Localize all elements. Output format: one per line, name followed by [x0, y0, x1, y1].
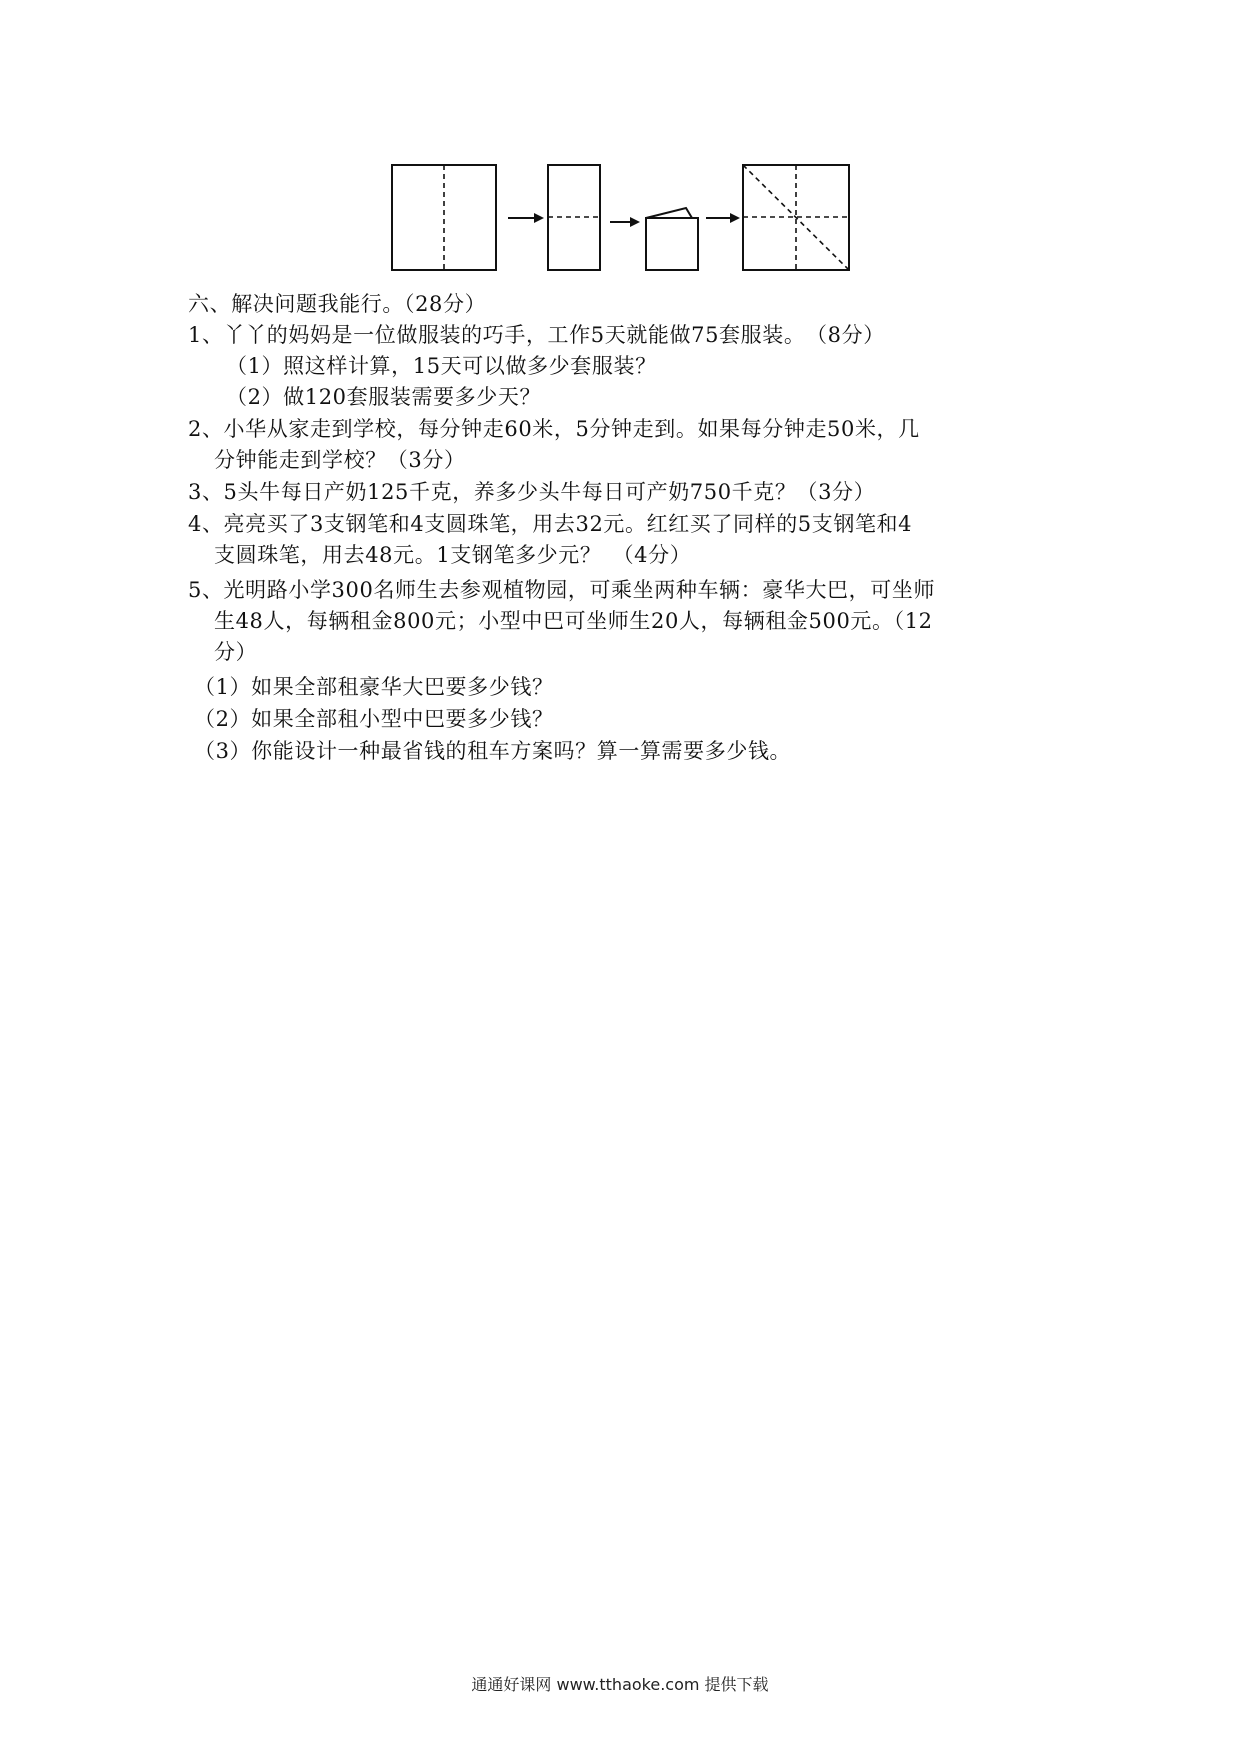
question-2: 2、小华从家走到学校，每分钟走60米，5分钟走到。如果每分钟走50米，几 [188, 417, 920, 441]
question-4: 4、亮亮买了3支钢笔和4支圆珠笔，用去32元。红红买了同样的5支钢笔和4 [188, 512, 913, 536]
fold-half-rect [548, 165, 600, 270]
question-1-sub-1: （1）照这样计算，15天可以做多少套服装？ [226, 354, 657, 378]
question-5-sub-3: （3）你能设计一种最省钱的租车方案吗？算一算需要多少钱。 [194, 739, 792, 763]
question-1: 1、丫丫的妈妈是一位做服装的巧手，工作5天就能做75套服装。 （8分） [188, 323, 885, 347]
question-3: 3、5头牛每日产奶125千克，养多少头牛每日可产奶750千克？（3分） [188, 480, 876, 504]
paper-folding-diagram [380, 158, 880, 278]
question-5: 5、光明路小学300名师生去参观植物园，可乘坐两种车辆：豪华大巴，可坐师 [188, 578, 936, 602]
question-2-cont: 分钟能走到学校？（3分） [214, 448, 466, 472]
question-5-cont-1: 生48人，每辆租金800元；小型中巴可坐师生20人，每辆租金500元。（12 [214, 609, 933, 633]
question-5-sub-1: （1）如果全部租豪华大巴要多少钱？ [194, 675, 554, 699]
question-1-sub-2: （2）做120套服装需要多少天？ [226, 385, 542, 409]
question-5-cont-2: 分） [214, 640, 258, 664]
fold-quarter-square [646, 218, 698, 270]
section-title: 六、解决问题我能行。（28分） [188, 292, 487, 316]
question-4-cont: 支圆珠笔，用去48元。1支钢笔多少元？ （4分） [214, 543, 692, 567]
page-footer: 通通好课网 www.tthaoke.com 提供下载 [471, 1675, 769, 1694]
fold-square-1 [392, 165, 496, 270]
question-5-sub-2: （2）如果全部租小型中巴要多少钱？ [194, 707, 554, 731]
